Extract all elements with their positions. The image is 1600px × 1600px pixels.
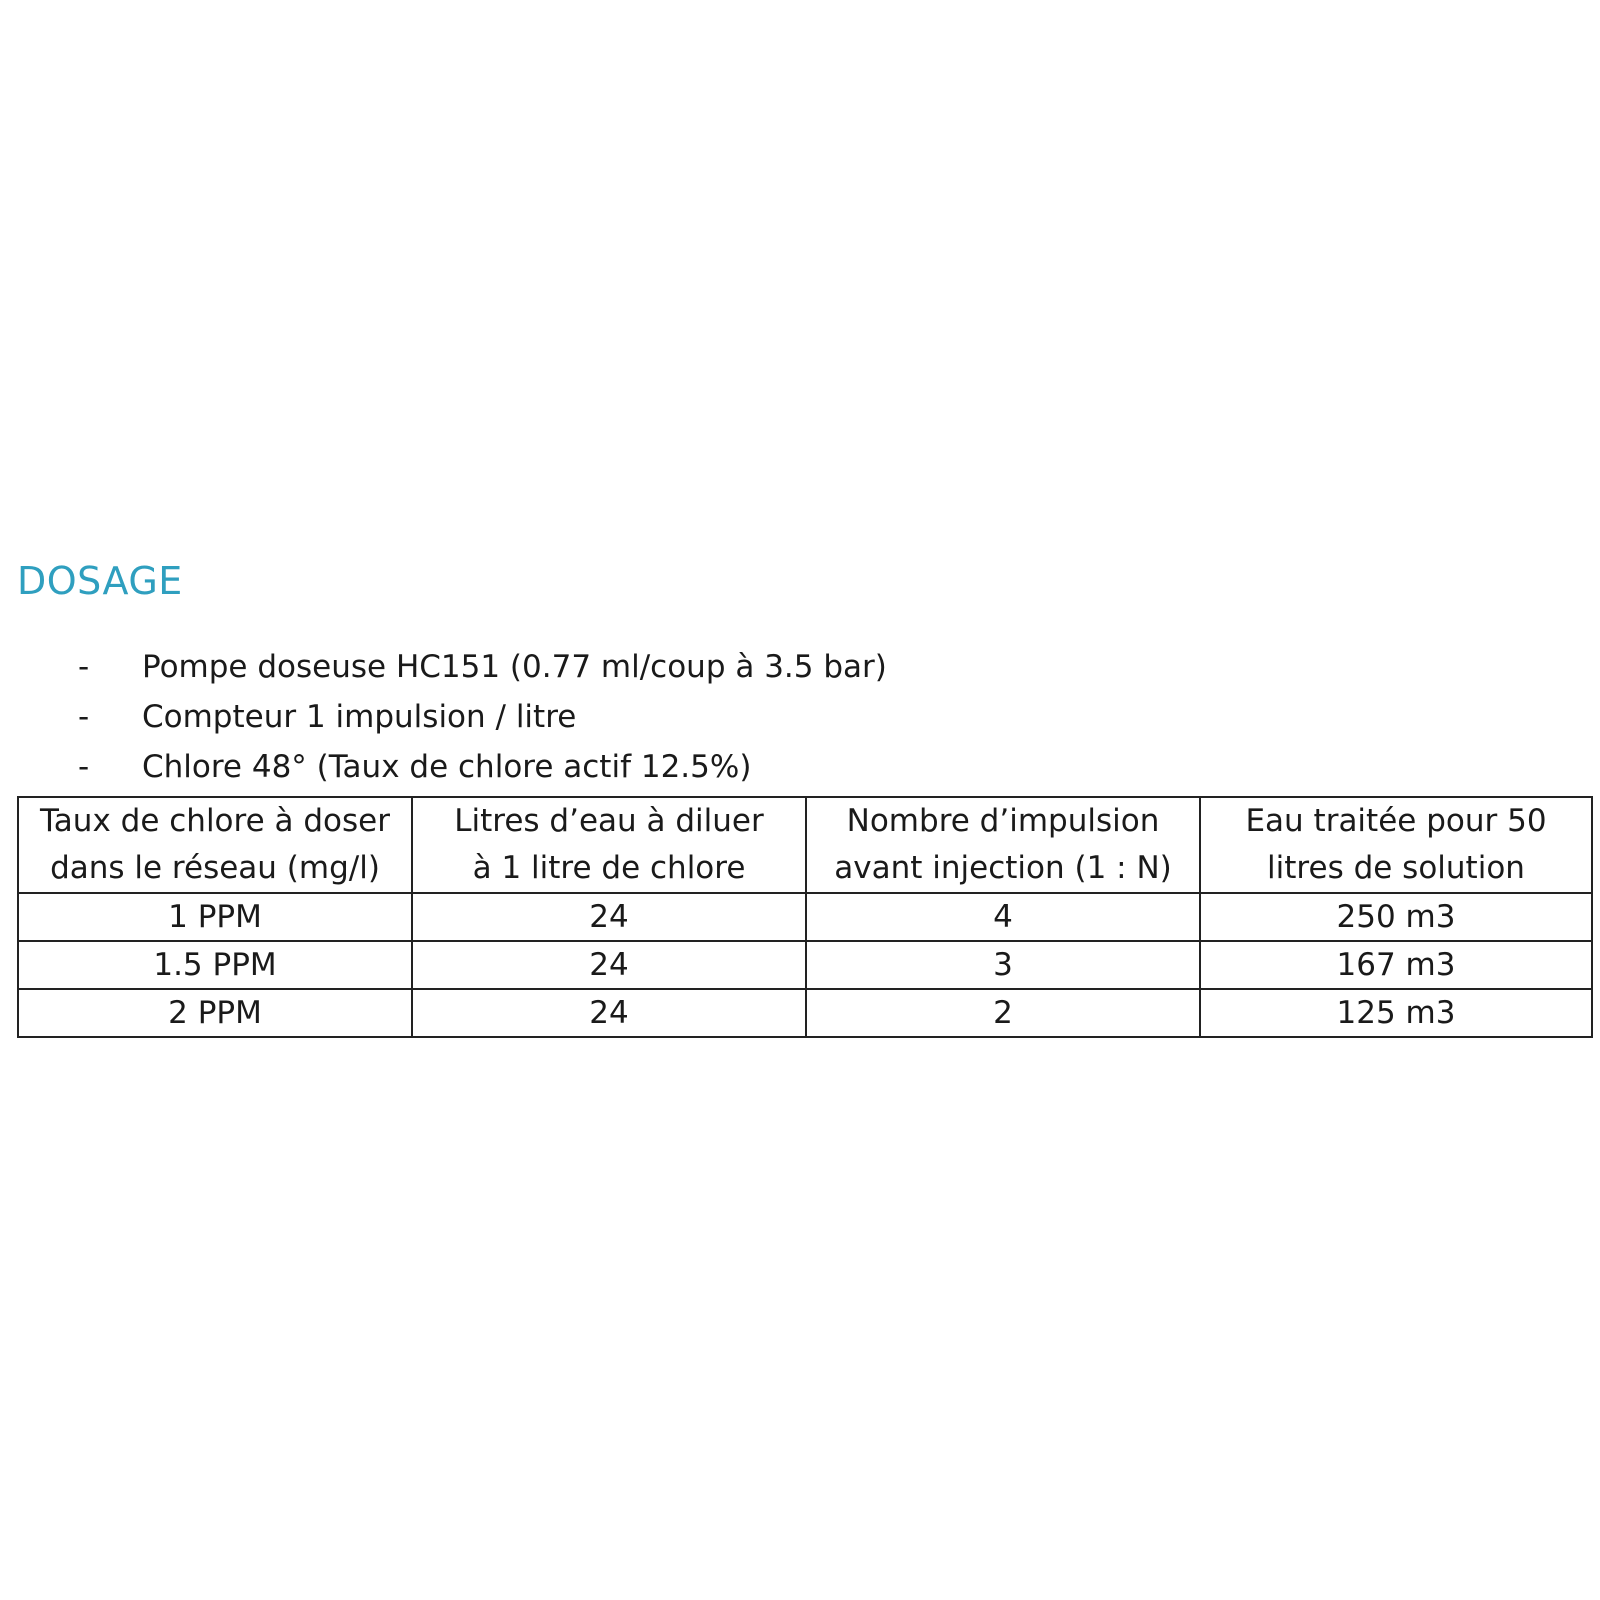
table-cell: 1 PPM: [18, 893, 412, 941]
dosage-table: [17, 796, 1593, 1038]
table-cell: 24: [412, 893, 806, 941]
table-cell: 4: [806, 893, 1200, 941]
table-cell: 250 m3: [1200, 893, 1592, 941]
bullet-text: Compteur 1 impulsion / litre: [142, 699, 577, 735]
table-row: [18, 893, 1592, 941]
header-line: à 1 litre de chlore: [472, 850, 746, 886]
table-header-row: [18, 797, 1592, 893]
bullet-dash: -: [78, 699, 90, 735]
header-line: avant injection (1 : N): [834, 850, 1172, 886]
header-cell-treated-water: [1200, 797, 1592, 893]
header-line: Litres d’eau à diluer: [454, 803, 764, 839]
bullet-text: Chlore 48° (Taux de chlore actif 12.5%): [142, 749, 752, 785]
table-cell: 2 PPM: [18, 989, 412, 1037]
header-line: Taux de chlore à doser: [40, 803, 390, 839]
table-cell: 24: [412, 989, 806, 1037]
table-cell: 167 m3: [1200, 941, 1592, 989]
header-line: litres de solution: [1267, 850, 1525, 886]
header-line: Nombre d’impulsion: [846, 803, 1160, 839]
bullet-dash: -: [78, 749, 90, 785]
header-cell-water-litres: [412, 797, 806, 893]
table-row: [18, 989, 1592, 1037]
table-cell: 3: [806, 941, 1200, 989]
table-cell: 125 m3: [1200, 989, 1592, 1037]
header-cell-impulse-count: [806, 797, 1200, 893]
table-cell: 1.5 PPM: [18, 941, 412, 989]
header-cell-chlorine-rate: [18, 797, 412, 893]
table-cell: 2: [806, 989, 1200, 1037]
table-row: [18, 941, 1592, 989]
bullet-dash: -: [78, 649, 90, 685]
table-cell: 24: [412, 941, 806, 989]
bullet-text: Pompe doseuse HC151 (0.77 ml/coup à 3.5 bar): [142, 649, 887, 685]
section-heading: DOSAGE: [17, 559, 183, 603]
header-line: Eau traitée pour 50: [1245, 803, 1547, 839]
header-line: dans le réseau (mg/l): [50, 850, 380, 886]
